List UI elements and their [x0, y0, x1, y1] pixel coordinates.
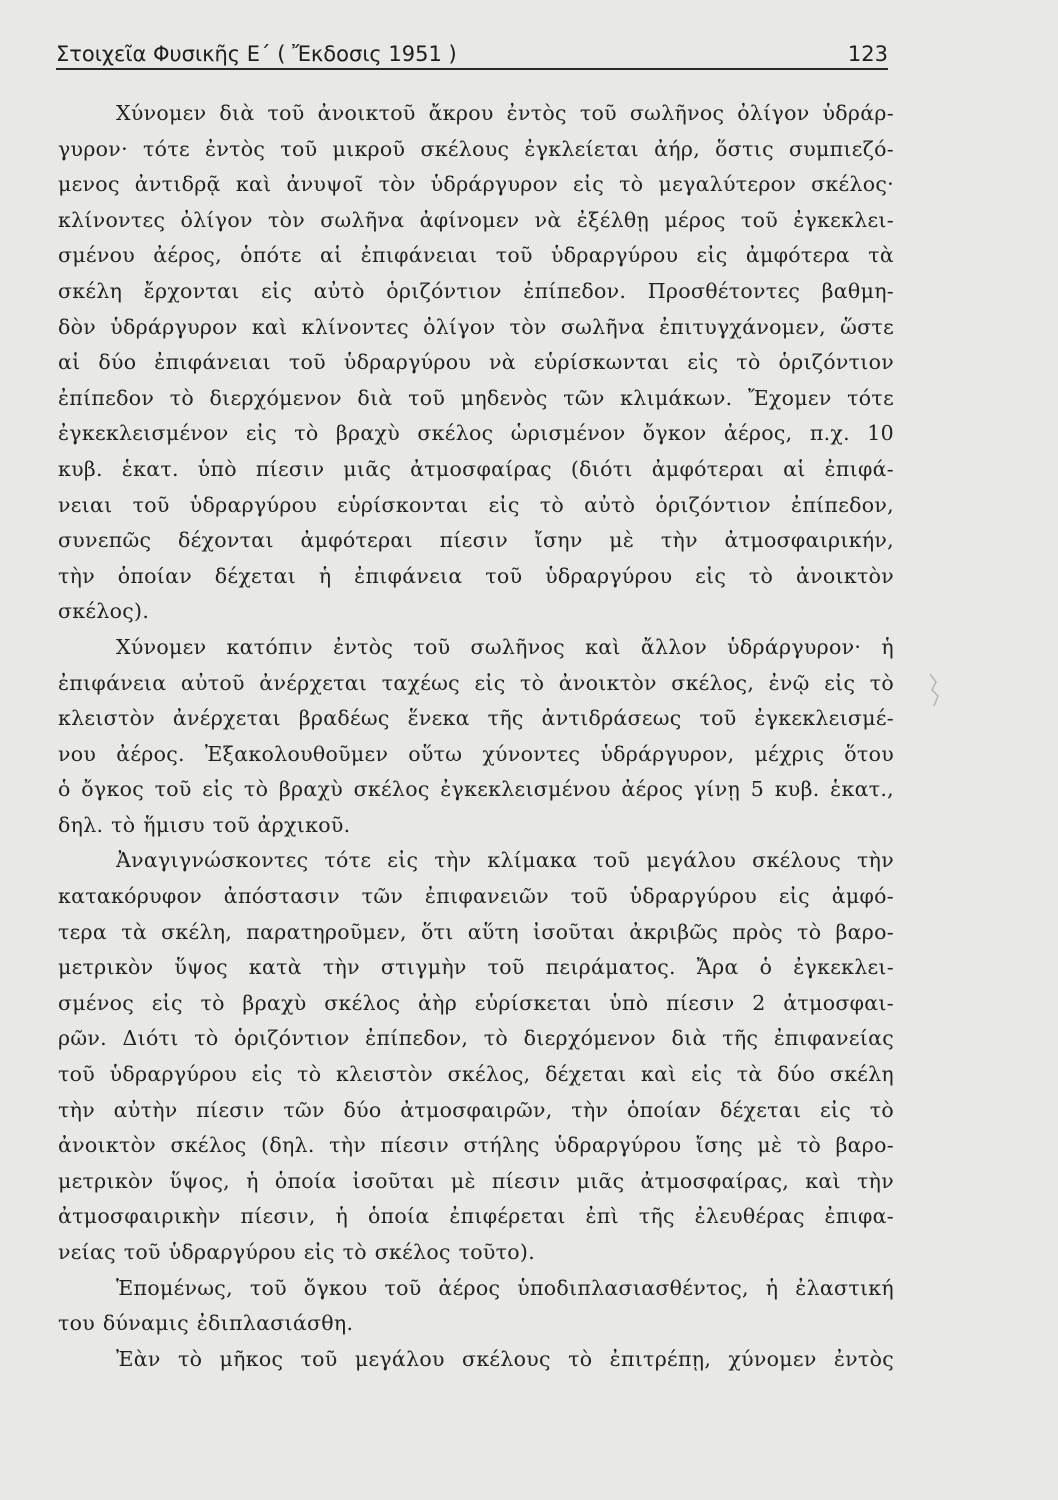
text-line: ἐγκεκλεισμένον εἰς τὸ βραχὺ σκέλος ὡρισμένον ὄγκον ἀέρος, π.χ. 10	[58, 421, 894, 446]
running-header	[56, 32, 888, 66]
text-line: ἐπιφάνεια αὐτοῦ ἀνέρχεται ταχέως εἰς τὸ ἀνοικτὸν σκέλος, ἐνῷ εἰς τὸ	[58, 670, 894, 695]
text-line: τὴν αὐτὴν πίεσιν τῶν δύο ἀτμοσφαιρῶν, τὴν ὁποίαν δέχεται εἰς τὸ	[58, 1097, 894, 1122]
text-line: νου ἀέρος. Ἐξακολουθοῦμεν οὕτω χύνοντες ὑδράργυρον, μέχρις ὅτου	[58, 741, 894, 766]
text-line: μετρικὸν ὕψος κατὰ τὴν στιγμὴν τοῦ πειράματος. Ἄρα ὁ ἐγκεκλει-	[58, 955, 894, 980]
text-line: του δύναμις ἐδιπλασιάσθη.	[58, 1311, 354, 1336]
text-line: κλίνοντες ὀλίγον τὸν σωλῆνα ἀφίνομεν νὰ ἐξέλθῃ μέρος τοῦ ἐγκεκλει-	[58, 207, 894, 232]
text-line: γυρον· τότε ἐντὸς τοῦ μικροῦ σκέλους ἐγκλείεται ἀήρ, ὅστις συμπιεζό-	[58, 136, 894, 161]
ink-mark	[926, 670, 948, 710]
text-line: συνεπῶς δέχονται ἀμφότεραι πίεσιν ἴσην μὲ τὴν ἀτμοσφαιρικήν,	[58, 528, 894, 553]
text-line: ἀνοικτὸν σκέλος (δηλ. τὴν πίεσιν στήλης ὑδραργύρου ἴσης μὲ τὸ βαρο-	[58, 1133, 894, 1158]
page-number: 123	[847, 42, 888, 66]
text-line: Ἀναγιγνώσκοντες τότε εἰς τὴν κλίμακα τοῦ μεγάλου σκέλους τὴν	[116, 848, 894, 873]
body-text	[58, 96, 894, 1377]
text-line: ὁ ὄγκος τοῦ εἰς τὸ βραχὺ σκέλος ἐγκεκλεισμένου ἀέρος γίνῃ 5 κυβ. ἑκατ.,	[58, 777, 894, 802]
text-line: μενος ἀντιδρᾷ καὶ ἀνυψοῖ τὸν ὑδράργυρον εἰς τὸ μεγαλύτερον σκέλος·	[58, 172, 894, 197]
text-line: αἱ δύο ἐπιφάνειαι τοῦ ὑδραργύρου νὰ εὑρίσκωνται εἰς τὸ ὁριζόντιον	[58, 350, 894, 375]
text-line: τὴν ὁποίαν δέχεται ἡ ἐπιφάνεια τοῦ ὑδραργύρου εἰς τὸ ἀνοικτὸν	[58, 563, 894, 588]
text-line: τοῦ ὑδραργύρου εἰς τὸ κλειστὸν σκέλος, δέχεται καὶ εἰς τὰ δύο σκέλη	[58, 1062, 894, 1087]
text-line: σκέλη ἔρχονται εἰς αὐτὸ ὁριζόντιον ἐπίπεδον. Προσθέτοντες βαθμη-	[58, 278, 894, 303]
text-line: σκέλος).	[58, 599, 150, 624]
text-line: κυβ. ἑκατ. ὑπὸ πίεσιν μιᾶς ἀτμοσφαίρας (διότι ἀμφότεραι αἱ ἐπιφά-	[58, 456, 894, 481]
text-line: δὸν ὑδράργυρον καὶ κλίνοντες ὀλίγον τὸν σωλῆνα ἐπιτυγχάνομεν, ὥστε	[58, 314, 894, 339]
text-line: Χύνομεν κατόπιν ἐντὸς τοῦ σωλῆνος καὶ ἄλλον ὑδράργυρον· ἡ	[116, 634, 894, 659]
header-rule	[56, 68, 888, 70]
text-line: δηλ. τὸ ἥμισυ τοῦ ἀρχικοῦ.	[58, 812, 351, 837]
text-line: σμένος εἰς τὸ βραχὺ σκέλος ἀὴρ εὑρίσκεται ὑπὸ πίεσιν 2 ἀτμοσφαι-	[58, 990, 894, 1015]
text-line: ρῶν. Διότι τὸ ὁριζόντιον ἐπίπεδον, τὸ διερχόμενον διὰ τῆς ἐπιφανείας	[58, 1026, 894, 1051]
text-line: Ἐὰν τὸ μῆκος τοῦ μεγάλου σκέλους τὸ ἐπιτρέπῃ, χύνομεν ἐντὸς	[116, 1346, 894, 1371]
text-line: νείας τοῦ ὑδραργύρου εἰς τὸ σκέλος τοῦτο).	[58, 1240, 536, 1264]
text-line: μετρικὸν ὕψος, ἡ ὁποία ἰσοῦται μὲ πίεσιν μιᾶς ἀτμοσφαίρας, καὶ τὴν	[58, 1168, 894, 1193]
text-line: κλειστὸν ἀνέρχεται βραδέως ἕνεκα τῆς ἀντιδράσεως τοῦ ἐγκεκλεισμέ-	[58, 706, 894, 731]
text-line: Χύνομεν διὰ τοῦ ἀνοικτοῦ ἄκρου ἐντὸς τοῦ σωλῆνος ὀλίγον ὑδράρ-	[116, 101, 894, 125]
text-line: ἐπίπεδον τὸ διερχόμενον διὰ τοῦ μηδενὸς τῶν κλιμάκων. Ἔχομεν τότε	[58, 385, 894, 410]
text-line: Ἑπομένως, τοῦ ὄγκου τοῦ ἀέρος ὑποδιπλασιασθέντος, ἡ ἐλαστική	[116, 1275, 894, 1300]
running-title: Στοιχεῖα Φυσικῆς Ε΄ ( Ἔκδοσις 1951 )	[56, 42, 457, 66]
text-line: κατακόρυφον ἀπόστασιν τῶν ἐπιφανειῶν τοῦ ὑδραργύρου εἰς ἀμφό-	[58, 884, 894, 909]
text-line: ἀτμοσφαιρικὴν πίεσιν, ἡ ὁποία ἐπιφέρεται ἐπὶ τῆς ἐλευθέρας ἐπιφα-	[58, 1204, 894, 1229]
text-line: τερα τὰ σκέλη, παρατηροῦμεν, ὅτι αὕτη ἰσοῦται ἀκριβῶς πρὸς τὸ βαρο-	[58, 919, 894, 944]
text-line: σμένου ἀέρος, ὁπότε αἱ ἐπιφάνειαι τοῦ ὑδραργύρου εἰς ἀμφότερα τὰ	[58, 243, 894, 268]
text-line: νειαι τοῦ ὑδραργύρου εὑρίσκονται εἰς τὸ αὐτὸ ὁριζόντιον ἐπίπεδον,	[58, 492, 894, 517]
